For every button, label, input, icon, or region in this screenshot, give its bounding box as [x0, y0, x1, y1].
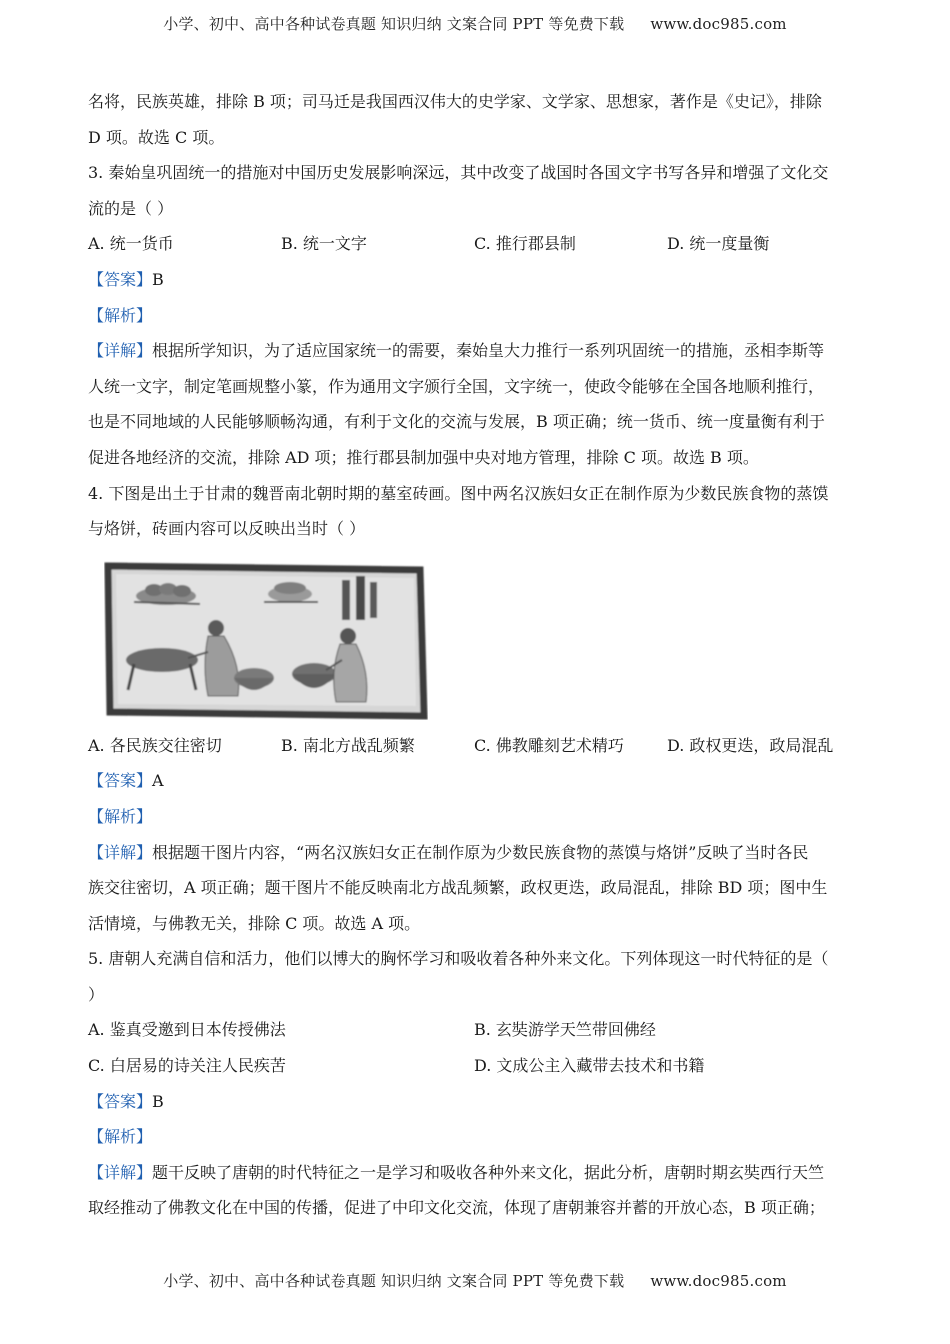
detail-line	[88, 1155, 860, 1191]
detail-line: 也是不同地域的人民能够顺畅沟通，有利于文化的交流与发展，B 项正确；统一货币、统一度量衡有利于	[88, 412, 825, 432]
answer-value: B	[152, 1091, 164, 1111]
detail-line: 活情境，与佛教无关，排除 C 项。故选 A 项。	[88, 913, 421, 933]
answer-value: A	[152, 771, 164, 791]
option-c: C. 白居易的诗关注人民疾苦	[88, 1056, 286, 1076]
analysis-tag: 【解析】	[88, 1127, 153, 1147]
analysis-tag: 【解析】	[88, 806, 153, 826]
option-b: B. 南北方战乱频繁	[281, 735, 415, 755]
question-stem: ）	[88, 984, 105, 1004]
detail-line: 人统一文字，制定笔画规整小篆，作为通用文字颁行全国，文字统一，使政令能够在全国各地顺利推行，	[88, 376, 825, 396]
answer-tag: 【答案】	[88, 1091, 153, 1111]
answer-line	[88, 1084, 860, 1120]
detail-text: 根据所学知识，为了适应国家统一的需要，秦始皇大力推行一系列巩固统一的措施，丞相李斯等	[152, 341, 825, 361]
detail-line	[88, 333, 860, 369]
question-5	[88, 941, 860, 1226]
detail-line: 族交往密切，A 项正确；题干图片不能反映南北方战乱频繁，政权更迭，政局混乱，排除 BD 项；图中生	[88, 878, 828, 898]
detail-line: 促进各地经济的交流，排除 AD 项；推行郡县制加强中央对地方管理，排除 C 项。故选 B 项。	[88, 447, 759, 467]
footer-text: 小学、初中、高中各种试卷真题 知识归纳 文案合同 PPT 等免费下载	[163, 1272, 625, 1290]
options-row	[88, 226, 860, 262]
answer-tag: 【答案】	[88, 771, 153, 791]
detail-tag: 【详解】	[88, 341, 153, 361]
answer-tag: 【答案】	[88, 269, 153, 289]
tomb-brick-painting-image	[104, 556, 428, 720]
answer-line	[88, 262, 860, 298]
option-b: B. 统一文字	[281, 234, 367, 254]
option-a: A. 各民族交往密切	[88, 735, 222, 755]
page-header	[0, 13, 950, 34]
detail-tag: 【详解】	[88, 1162, 153, 1182]
footer-site[interactable]: www.doc985.com	[650, 1272, 787, 1290]
option-b: B. 玄奘游学天竺带回佛经	[474, 1020, 656, 1040]
option-c: C. 推行郡县制	[474, 234, 576, 254]
intro-line: 名将，民族英雄，排除 B 项；司马迁是我国西汉伟大的史学家、文学家、思想家，著作是《史记》，排除	[88, 92, 822, 111]
option-d: D. 统一度量衡	[667, 234, 770, 254]
page-footer	[0, 1270, 950, 1291]
option-a: A. 统一货币	[88, 234, 174, 254]
analysis-line	[88, 799, 860, 835]
option-d: D. 文成公主入藏带去技术和书籍	[474, 1056, 705, 1076]
analysis-tag: 【解析】	[88, 305, 153, 325]
answer-line	[88, 763, 860, 799]
detail-tag: 【详解】	[88, 842, 153, 862]
document-body	[88, 84, 860, 1226]
analysis-line	[88, 298, 860, 334]
detail-text: 根据题干图片内容，“两名汉族妇女正在制作原为少数民族食物的蒸馍与烙饼”反映了当时各民	[152, 842, 809, 862]
detail-line: 取经推动了佛教文化在中国的传播，促进了中印文化交流，体现了唐朝兼容并蓄的开放心态，B 项正确；	[88, 1198, 825, 1218]
question-stem: 流的是（ ）	[88, 198, 174, 218]
question-stem: 与烙饼，砖画内容可以反映出当时（ ）	[88, 519, 366, 539]
detail-line	[88, 835, 860, 871]
options-row	[88, 1012, 860, 1048]
answer-value: B	[152, 269, 164, 289]
option-d: D. 政权更迭，政局混乱	[667, 735, 834, 755]
question-stem: 3. 秦始皇巩固统一的措施对中国历史发展影响深远，其中改变了战国时各国文字书写各异和增强了文化交	[88, 163, 829, 183]
question-stem: 5. 唐朝人充满自信和活力，他们以博大的胸怀学习和吸收着各种外来文化。下列体现这一时代特征的是（	[88, 949, 829, 969]
question-4	[88, 476, 860, 942]
header-site[interactable]: www.doc985.com	[650, 15, 787, 33]
question-3	[88, 155, 860, 475]
option-a: A. 鉴真受邀到日本传授佛法	[88, 1020, 286, 1040]
option-c: C. 佛教雕刻艺术精巧	[474, 735, 624, 755]
header-text: 小学、初中、高中各种试卷真题 知识归纳 文案合同 PPT 等免费下载	[163, 15, 625, 33]
analysis-line	[88, 1119, 860, 1155]
detail-text: 题干反映了唐朝的时代特征之一是学习和吸收各种外来文化，据此分析，唐朝时期玄奘西行天竺	[152, 1162, 825, 1182]
options-row	[88, 728, 860, 764]
intro-line: D 项。故选 C 项。	[88, 127, 225, 147]
options-row	[88, 1048, 860, 1084]
question-stem: 4. 下图是出土于甘肃的魏晋南北朝时期的墓室砖画。图中两名汉族妇女正在制作原为少数民族食物的蒸馍	[88, 483, 829, 503]
